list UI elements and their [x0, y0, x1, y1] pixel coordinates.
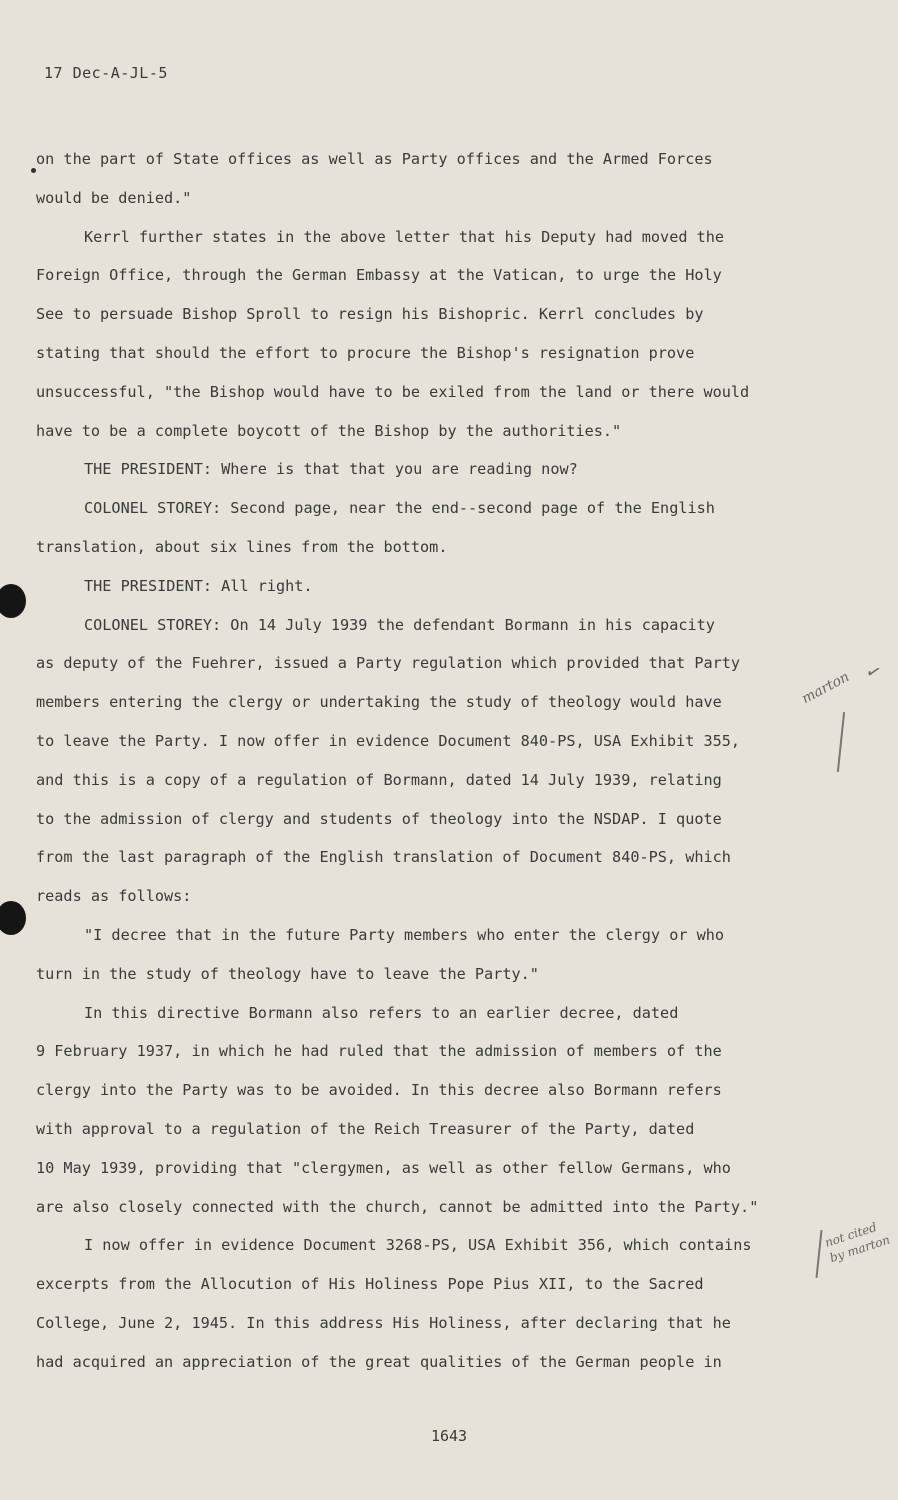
margin-bar — [837, 712, 845, 772]
text-line: excerpts from the Allocution of His Holiness Pope Pius XII, to the Sacred — [36, 1275, 704, 1294]
check-mark-icon: ✓ — [863, 660, 884, 685]
text-line: stating that should the effort to procure the Bishop's resignation prove — [36, 343, 695, 362]
transcript-body — [36, 140, 796, 1382]
text-line: to leave the Party. I now offer in evidence Document 840-PS, USA Exhibit 355, — [36, 731, 741, 750]
text-line: had acquired an appreciation of the great qualities of the German people in — [36, 1352, 722, 1371]
page-header: 17 Dec-A-JL-5 — [44, 64, 168, 82]
text-line: THE PRESIDENT: All right. — [84, 576, 313, 595]
text-line: would be denied." — [36, 188, 192, 207]
text-line: COLONEL STOREY: Second page, near the end--second page of the English — [84, 499, 715, 518]
margin-bar — [815, 1230, 822, 1278]
punch-hole — [0, 584, 26, 618]
page-number: 1643 — [430, 1427, 468, 1445]
text-line: Foreign Office, through the German Embassy at the Vatican, to urge the Holy — [36, 266, 722, 285]
text-line: clergy into the Party was to be avoided. In this decree also Bormann refers — [36, 1081, 722, 1100]
text-line: 9 February 1937, in which he had ruled that the admission of members of the — [36, 1042, 722, 1061]
text-line: In this directive Bormann also refers to an earlier decree, dated — [84, 1003, 679, 1022]
text-line: reads as follows: — [36, 887, 192, 906]
text-line: on the part of State offices as well as Party offices and the Armed Forces — [36, 150, 713, 168]
text-line: THE PRESIDENT: Where is that that you are reading now? — [84, 460, 578, 479]
text-line: "I decree that in the future Party members who enter the clergy or who — [84, 925, 725, 944]
text-line: COLONEL STOREY: On 14 July 1939 the defendant Bormann in his capacity — [84, 615, 715, 634]
punch-hole — [0, 901, 26, 935]
text-line: turn in the study of theology have to leave the Party." — [36, 964, 539, 983]
text-line: 10 May 1939, providing that "clergymen, as well as other fellow Germans, who — [36, 1158, 731, 1177]
text-line: See to persuade Bishop Sproll to resign his Bishopric. Kerrl concludes by — [36, 305, 704, 324]
text-line: with approval to a regulation of the Reich Treasurer of the Party, dated — [36, 1119, 695, 1138]
text-line: have to be a complete boycott of the Bishop by the authorities." — [36, 421, 622, 440]
text-line: are also closely connected with the church, cannot be admitted into the Party." — [36, 1197, 759, 1216]
text-line: College, June 2, 1945. In this address His Holiness, after declaring that he — [36, 1313, 731, 1332]
text-line: from the last paragraph of the English translation of Document 840-PS, which — [36, 848, 731, 867]
text-line: unsuccessful, "the Bishop would have to be exiled from the land or there would — [36, 382, 750, 401]
text-line: I now offer in evidence Document 3268-PS, USA Exhibit 356, which contains — [84, 1236, 752, 1255]
text-line: members entering the clergy or undertaking the study of theology would have — [36, 693, 722, 712]
text-line: to the admission of clergy and students of theology into the NSDAP. I quote — [36, 809, 722, 828]
text-line: translation, about six lines from the bottom. — [36, 537, 448, 556]
margin-note-handwritten: not cited by marton — [823, 1219, 892, 1266]
text-line: Kerrl further states in the above letter that his Deputy had moved the — [84, 227, 725, 246]
text-line: as deputy of the Fuehrer, issued a Party regulation which provided that Party — [36, 654, 741, 673]
text-line: and this is a copy of a regulation of Bormann, dated 14 July 1939, relating — [36, 770, 722, 789]
margin-note-handwritten: marton — [799, 668, 853, 708]
